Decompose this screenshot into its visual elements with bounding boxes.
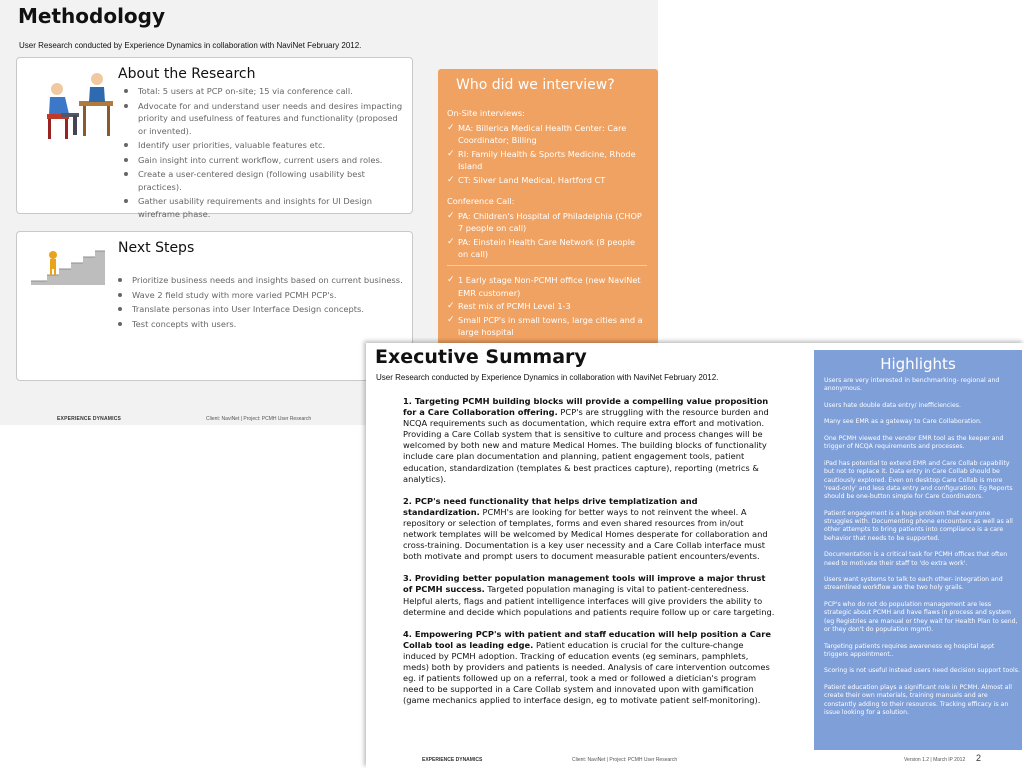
list-item: Prioritize business needs and insights based on current business. [117,274,407,287]
list-item: One PCMH viewed the vendor EMR tool as the keeper and trigger of NCQA requirements and processes. [824,435,1004,451]
next-steps-panel [16,231,413,381]
summary-point: 3. Providing better population management tools will improve a major thrust of PCMH success. Targeted population managing is vital to patient-centeredness. Helpful alerts, flags and patient intelligence interfaces will give providers the ability to determine and decide which populations and patients require follow up or care targeting. [403,573,775,617]
summary-point: 2. PCP's need functionality that helps drive templatization and standardization. PCMH's are looking for better ways to not reinvent the wheel. A repository or selection of templates, forms and even shared resources from in/out network templates will be welcomed by Medical Homes desperate for collaboration and cross-training. Documentation is a key user necessity and a Care Collab interface must both motivate and prompt users to document measurable patient encounters/events. [403,495,768,562]
who-interviewed-box [438,69,658,345]
list-item: ✓ 1 Early stage Non-PCMH office (new NaviNet EMR customer) [447,274,647,299]
list-item: Patient education plays a significant role in PCMH. Almost all create their own materials, training manuals and are constantly adding to their resources. Tracking efficacy is an issue looking for a solution. [824,683,1012,716]
highlights-list [824,377,1020,725]
list-item: Translate personas into User Interface Design concepts. [117,303,407,316]
list-item: Create a user-centered design (following usability best practices). [123,168,405,193]
footer-version: Version 1.2 | March lP 2012 [904,757,966,763]
list-item: ✓ PA: Einstein Health Care Network (8 people on call) [447,236,647,261]
stairs-illustration-icon [27,237,107,287]
about-heading: About the Research [118,66,256,82]
conference-group [447,195,647,262]
list-item: Scoring is not useful instead users need decision support tools. [824,667,1020,675]
list-item: Targeting patients requires awareness eg hospital appt triggers appointment.. [824,642,995,658]
list-item: ✓ RI: Family Health & Sports Medicine, Rhode Island [447,148,647,173]
list-item: iPad has potential to extend EMR and Care Collab capability but not to replace it. Data entry in Care Collab should be cautiously explored. Even on desktop Care Collab is more 'read-only' and less data entry and configuration. Eg Reports should be one-button simple for Care Coordinators. [824,459,1013,501]
list-item: Identify user priorities, valuable features etc. [123,139,405,152]
list-item: Patient engagement is a huge problem that everyone struggles with. Documenting phone encounters as well as all other attempts to bring patients into compliance is a care behavior that needs to be supported. [824,509,1013,542]
list-item: ✓ PA: Children's Hospital of Philadelphia (CHOP 7 people on call) [447,210,647,235]
who-heading: Who did we interview? [456,77,615,93]
page-number: 2 [976,753,982,763]
executive-summary-slide [366,343,1024,768]
list-item: ✓ MA: Billerica Medical Health Center: Care Coordinator; Billing [447,122,647,147]
divider [447,265,647,266]
list-item: ✓ CT: Silver Land Medical, Hartford CT [447,174,647,187]
slide-title: Methodology [18,4,166,28]
list-item: Advocate for and understand user needs and desires impacting priority and usefulness of features and functionality (proposed or invented). [123,100,405,138]
slide-title: Executive Summary [375,346,587,368]
summary-point: 4. Empowering PCP's with patient and staff education will help position a Care Collab tool as leading edge. Patient education is crucial for the culture-change induced by PCMH adoption. Tracking of education events (eg seminars, pamphlets, meds) both by providers and patients is needed. Analysis of care intervention outcomes eg. if patients followed up on a referral, took a med or followed a dietician's program need to be supported in a Care Collab system and innovated upon with gamification (game mechanics applied to interface design, eg to motivate patient self-monitoring). [403,628,772,706]
about-research-panel [16,57,413,219]
footer-client: Client: NaviNet | Project: PCMH User Research [206,416,312,422]
list-item: ✓ Small PCP's in small towns, large cities and a large hospital [447,314,647,339]
highlights-heading: Highlights [880,355,956,373]
list-item: Gain insight into current workflow, current users and roles. [123,154,405,167]
slide-subtitle: User Research conducted by Experience Dynamics in collaboration with NaviNet February 2012. [19,41,362,50]
list-item: Total: 5 users at PCP on-site; 15 via conference call. [123,85,405,98]
next-steps-list [117,274,407,332]
summary-points [403,396,775,717]
list-item: Users hate double data entry/ inefficiencies. [824,401,961,409]
list-item: Users are very interested in benchmarking- regional and anonymous. [824,377,1000,393]
list-item: ✓ Rest mix of PCMH Level 1-3 [447,300,647,313]
onsite-label: On-Site interviews: [447,108,525,118]
footer-brand: EXPERIENCE DYNAMICS [57,416,122,422]
list-item: Wave 2 field study with more varied PCMH PCP's. [117,289,407,302]
list-item: Many see EMR as a gateway to Care Collaboration. [824,418,982,426]
summary-point: 1. Targeting PCMH building blocks will provide a compelling value proposition for a Care Collaboration offering. PCP's are struggling with the resource burden and NCQA requirements such as documentation, which require extra effort and motivation. Providing a Care Collab system that is sensitive to culture and process changes will be welcomed by both new and mature Medical Homes. The building blocks of functionality include care plan documentation and planning, patient engagement tools, patient education, standardization (templates & best practices capture), reporting (metrics & analytics). [403,396,769,484]
list-item: Gather usability requirements and insights for UI Design wireframe phase. [123,195,405,220]
list-item: Test concepts with users. [117,318,407,331]
onsite-group [447,107,647,187]
about-list [123,85,405,222]
mix-group [447,274,647,340]
meeting-illustration-icon [39,69,117,145]
footer-brand: EXPERIENCE DYNAMICS [422,757,483,763]
highlights-box [814,350,1022,750]
list-item: Documentation is a critical task for PCMH offices that often need to motivate their staff to 'do extra work'. [824,551,1008,567]
slide-subtitle: User Research conducted by Experience Dynamics in collaboration with NaviNet February 2012. [376,373,719,382]
list-item: Users want systems to talk to each other- integration and streamlined workflow are the two holy grails. [824,576,1003,592]
list-item: PCP's who do not do population management are less strategic about PCMH and have flaws in process and system (eg Registries are manual or they wait for Health Plan to send, or they don't do population mgmt). [824,601,1018,633]
next-steps-heading: Next Steps [118,240,195,256]
conference-label: Conference Call: [447,196,515,206]
footer-client: Client: NaviNet | Project: PCMH User Research [572,757,678,763]
